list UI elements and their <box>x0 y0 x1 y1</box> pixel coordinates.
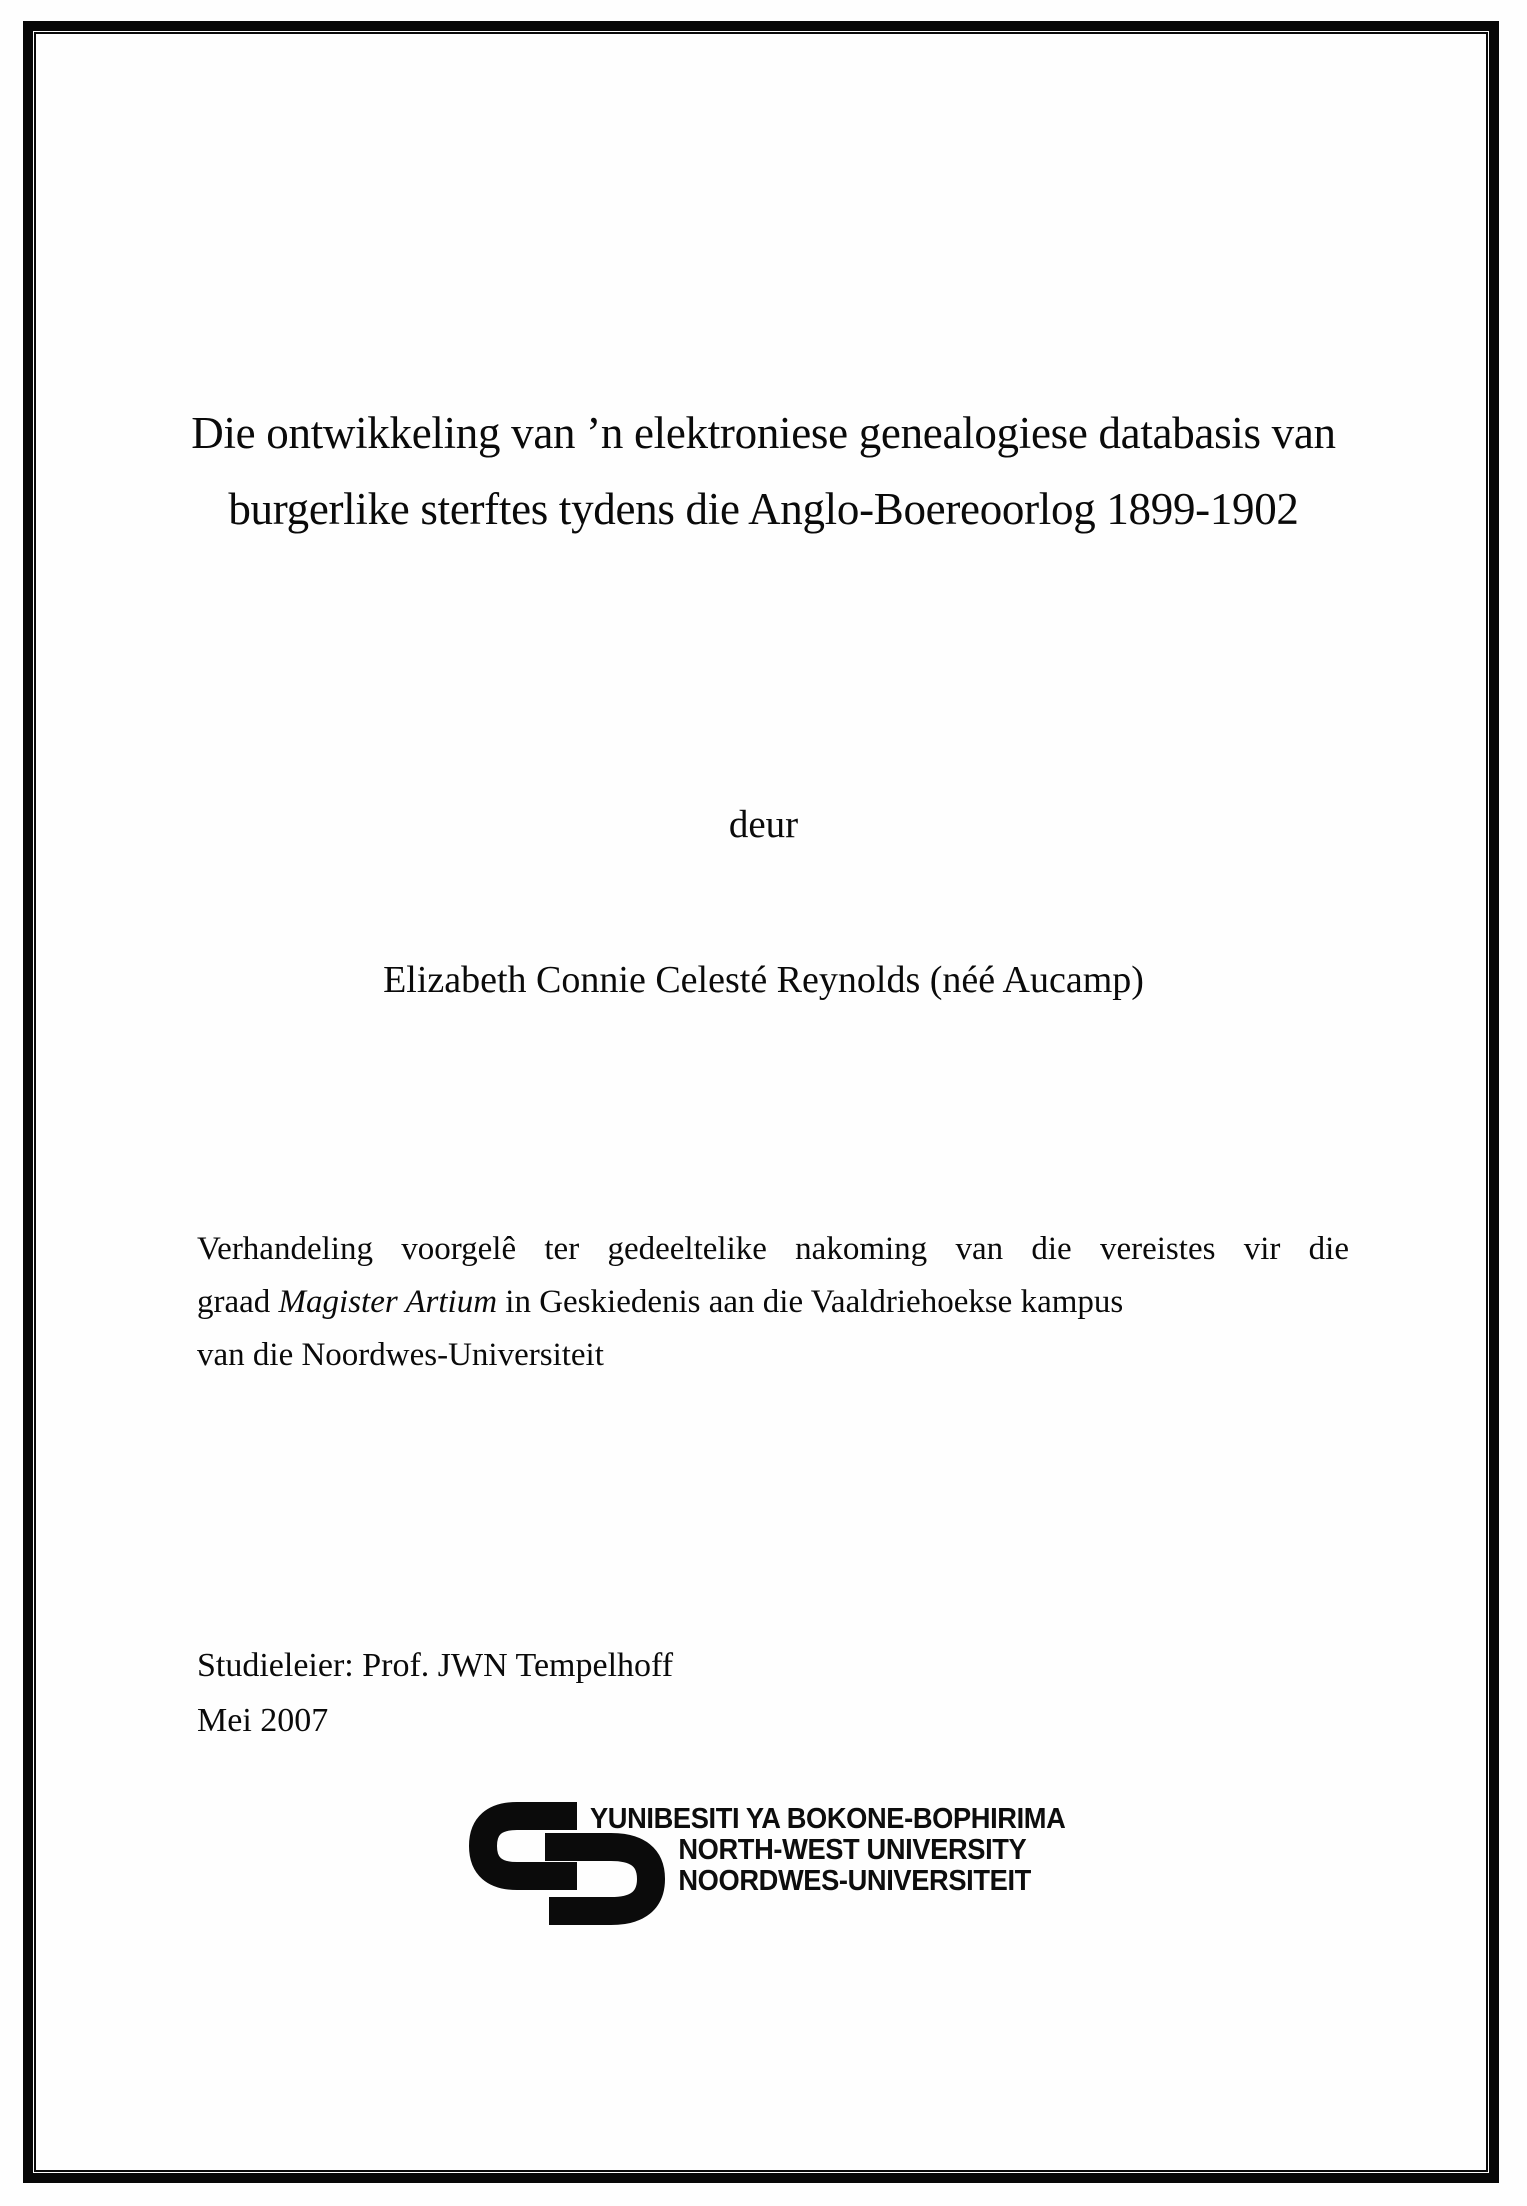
degree-statement-line-3: van die Noordwes-Universiteit <box>197 1337 604 1373</box>
university-logo <box>465 1797 1105 1957</box>
supervisor-line: Studieleier: Prof. JWN Tempelhoff <box>197 1647 674 1684</box>
thesis-title-line-2: burgerlike sterftes tydens die Anglo-Boereoorlog 1899-1902 <box>228 484 1299 534</box>
degree-name-italic: Magister Artium <box>278 1284 498 1320</box>
degree-statement <box>197 1223 1349 1382</box>
thesis-title-line-1: Die ontwikkeling van ’n elektroniese genealogiese databasis van <box>191 408 1336 458</box>
degree-statement-line-2-post: in Geskiedenis aan die Vaaldriehoekse kampus <box>497 1284 1124 1320</box>
logo-text-english: NORTH-WEST UNIVERSITY <box>678 1834 1027 1866</box>
author-name: Elizabeth Connie Celesté Reynolds (néé Aucamp) <box>383 959 1144 1001</box>
degree-statement-line-2-pre: graad <box>197 1284 279 1320</box>
degree-statement-line-1: Verhandeling voorgelê ter gedeeltelike nakoming van die vereistes vir die <box>197 1231 1349 1267</box>
byline-deur: deur <box>728 803 799 846</box>
degree-statement-line-2 <box>197 1276 1349 1329</box>
university-logo-text <box>590 1804 1065 1897</box>
date-line: Mei 2007 <box>197 1702 329 1739</box>
logo-text-afrikaans: NOORDWES-UNIVERSITEIT <box>678 1865 1031 1897</box>
logo-text-setswana: YUNIBESITI YA BOKONE-BOPHIRIMA <box>590 1803 1066 1835</box>
thesis-title <box>0 395 1527 547</box>
